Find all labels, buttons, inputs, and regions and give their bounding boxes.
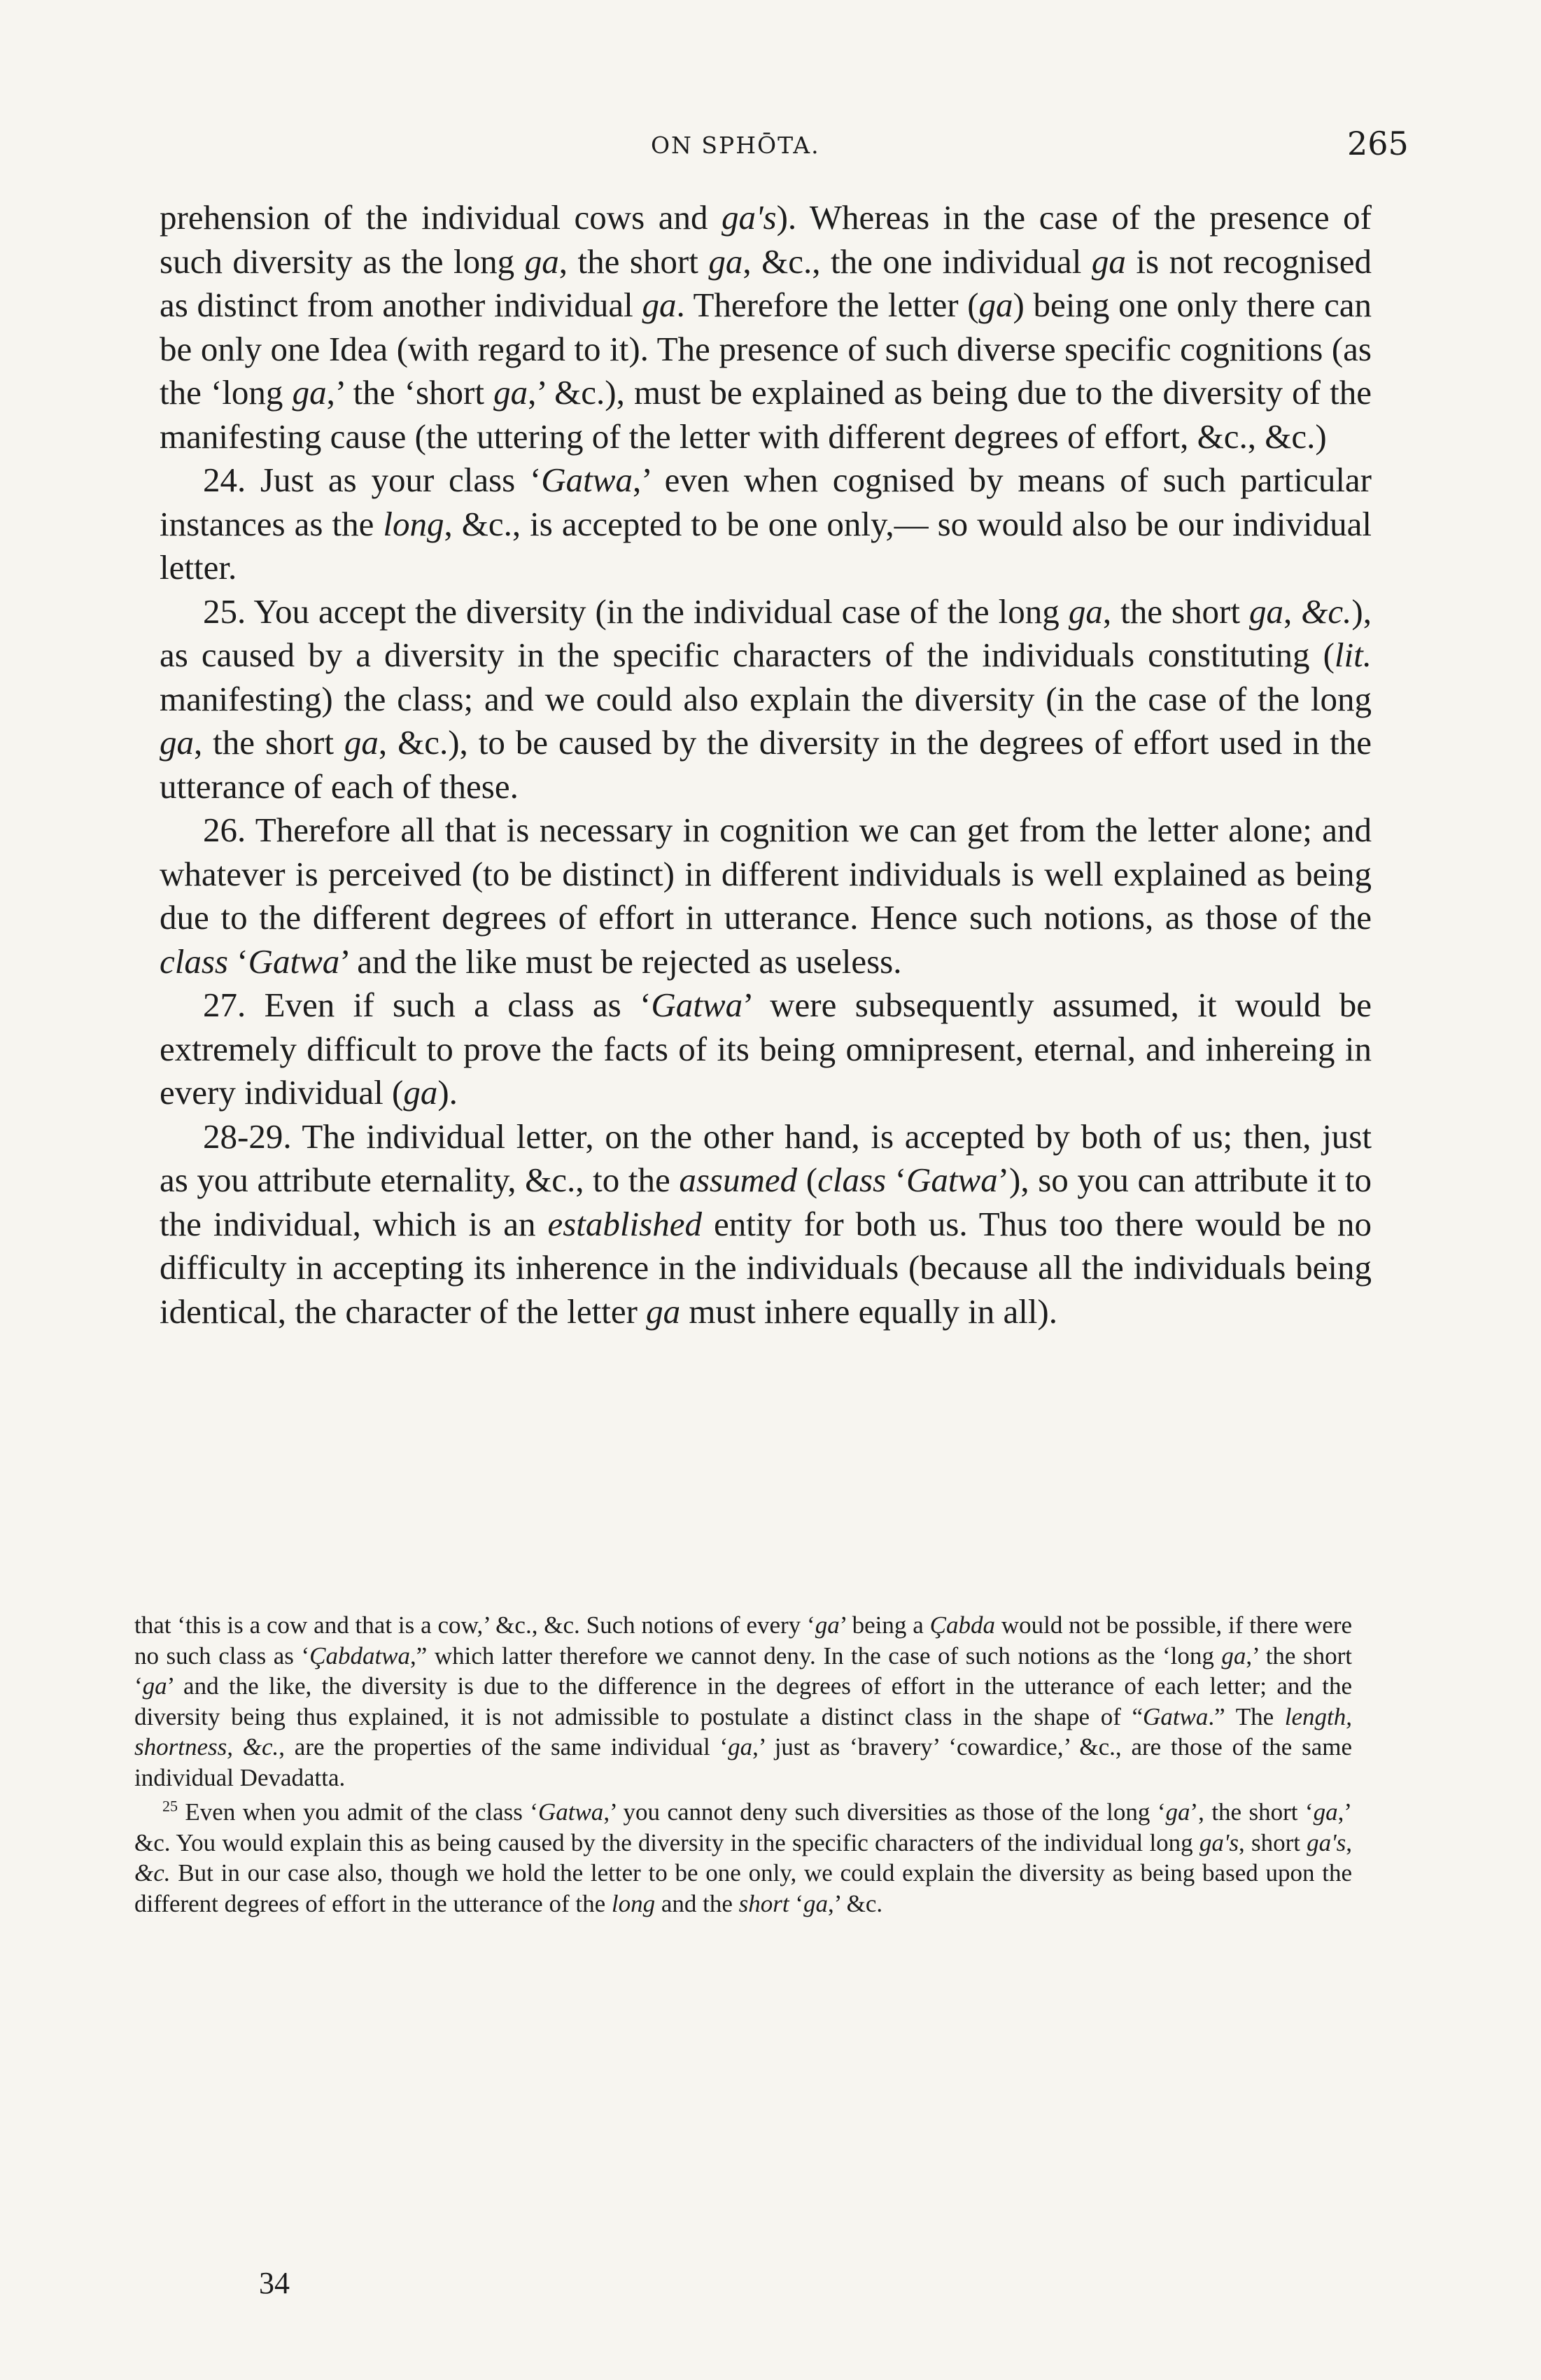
main-text [160,196,1372,1334]
footnotes [134,1610,1352,1923]
signature-mark: 34 [259,2266,290,2300]
footnote-25: $^{25}$ Even when you admit of the class ‘Gatwa,’ you cannot deny such diversities as those of the long ‘ga’, the short ‘ga,’ &c. You would explain this as being caused by the diversity in the specific characters of the individual long ga's, short ga's, &c. But in our case also, though we hold the letter to be one only, we could explain the diversity as being based upon the different degrees of effort in the utterance of the long and the short ‘ga,’ &c. [134,1797,1353,1917]
running-head: ON SPHŌTA. [651,132,820,159]
page-number: 265 [1347,125,1409,162]
paragraph-28-29: 28-29. The individual letter, on the other hand, is accepted by both of us; then, just as you attribute eternality, &c., to the assumed (class ‘Gatwa’), so you can attribute it to the individual, which is an established entity for both us. Thus too there would be no difficulty in accepting its inherence in the individuals (because all the individuals being identical, the character of the letter ga must inhere equally in all). [160,1116,1372,1331]
footnote-continued: that ‘this is a cow and that is a cow,’ &c., &c. Such notions of every ‘ga’ being a Çabda would not be possible, if there were no such class as ‘Çabdatwa,” which latter therefore we cannot deny. In the case of such notions as the ‘long ga,’ the short ‘ga’ and the like, the diversity is due to the difference in the degrees of effort in the utterance of each letter; and the diversity being thus explained, it is not admissible to postulate a distinct class in the shape of “Gatwa.” The length, shortness, &c., are the properties of the same individual ‘ga,’ just as ‘bravery’ ‘cowardice,’ &c., are those of the same individual Devadatta. [134,1611,1353,1791]
page-header [0,125,1541,167]
paragraph-continued: prehension of the individual cows and ga's). Whereas in the case of the presence of such diversity as the long ga, the short ga, &c., the one individual ga is not recognised as distinct from another individual ga. Therefore the letter (ga) being one only there can be only one Idea (with regard to it). The presence of such diverse specific cognitions (as the ‘long ga,’ the ‘short ga,’ &c.), must be explained as being due to the diversity of the manifesting cause (the uttering of the letter with different degrees of effort, &c., &c.) [160,198,1372,456]
paragraph-25: 25. You accept the diversity (in the individual case of the long ga, the short ga, &c.), as caused by a diversity in the specific characters of the individuals constituting (lit. manifesting) the class; and we could also explain the diversity (in the case of the long ga, the short ga, &c.), to be caused by the diversity in the degrees of effort used in the utterance of each of these. [160,592,1372,806]
paragraph-27: 27. Even if such a class as ‘Gatwa’ were subsequently assumed, it would be extremely difficult to prove the facts of its being omnipresent, eternal, and inhereing in every individual (ga). [160,986,1372,1112]
paragraph-26: 26. Therefore all that is necessary in cognition we can get from the letter alone; and whatever is perceived (to be distinct) in different individuals is well explained as being due to the different degrees of effort in utterance. Hence such notions, as those of the class ‘Gatwa’ and the like must be rejected as useless. [160,811,1372,981]
footnote-marker: 25 [162,1797,178,1815]
paragraph-24: 24. Just as your class ‘Gatwa,’ even when cognised by means of such particular instances as the long, &c., is accepted to be one only,— so would also be our individual letter. [160,461,1372,587]
